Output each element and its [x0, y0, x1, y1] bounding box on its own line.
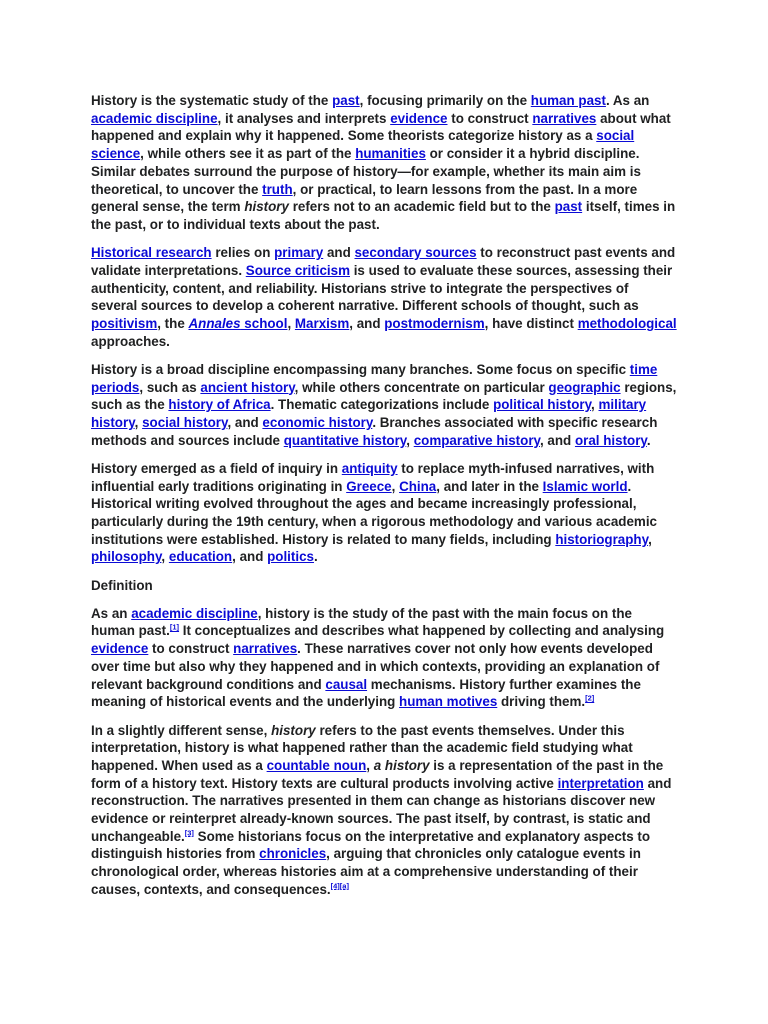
- citation-superscript: [331, 881, 349, 890]
- italic-text: history: [244, 199, 289, 215]
- text-run: Definition: [91, 577, 153, 593]
- citation-superscript: [170, 623, 179, 632]
- wiki-link[interactable]: Greece: [346, 478, 392, 494]
- text-run: and: [323, 245, 355, 261]
- text-run: driving them.: [497, 694, 586, 710]
- citation-superscript: [185, 828, 194, 837]
- paragraph: [91, 460, 677, 566]
- wiki-link[interactable]: evidence: [390, 110, 448, 126]
- italic-text: history: [271, 722, 316, 738]
- text-run: . Historical writing evolved throughout the ages and became increasingly professional, particularly during the 19th century, when a rigorous methodology and various academic institutions were established. History is related to many fields, including: [91, 478, 657, 547]
- text-run: refers not to an academic field but to the: [288, 199, 555, 215]
- text-run: itself, times in the past, or to individual texts about the past.: [91, 199, 676, 232]
- text-run: to construct: [447, 110, 533, 126]
- text-run: .: [646, 432, 651, 448]
- citation-superscript: [585, 694, 594, 703]
- wiki-link-italic[interactable]: Annales: [188, 315, 241, 331]
- text-run: ,: [134, 414, 143, 430]
- wiki-link[interactable]: human past: [530, 93, 606, 108]
- wiki-link[interactable]: chronicles: [259, 846, 327, 862]
- wiki-link[interactable]: oral history: [574, 432, 647, 448]
- text-run: . Branches associated with specific research methods and sources include: [91, 414, 658, 448]
- paragraph: [91, 722, 677, 899]
- text-run: and reconstruction. The narratives presented in them can change as historians discover new evidence or reinterpret already-known sources. The past itself, by contrast, is static and unchangeable.: [91, 775, 672, 844]
- text-run: Some historians focus on the interpretative and explanatory aspects to distinguish histories from: [91, 828, 651, 862]
- wiki-link[interactable]: primary: [274, 245, 324, 261]
- text-run: , while others see it as part of the: [140, 146, 356, 162]
- text-run: ,: [161, 549, 169, 565]
- wiki-link[interactable]: academic discipline: [91, 110, 218, 126]
- citation-link[interactable]: [3]: [184, 828, 194, 838]
- text-run: , or practical, to learn lessons from the past. In a more general sense, the term: [91, 181, 638, 215]
- wiki-link[interactable]: ancient history: [200, 379, 295, 395]
- wiki-link[interactable]: social science: [91, 128, 635, 162]
- wiki-link[interactable]: humanities: [355, 146, 426, 162]
- paragraph: [91, 361, 677, 450]
- text-run: History is a broad discipline encompassing many branches. Some focus on specific: [91, 361, 630, 377]
- text-run: , have distinct: [484, 315, 578, 331]
- wiki-link[interactable]: Marxism: [294, 315, 350, 331]
- wiki-link[interactable]: positivism: [91, 315, 158, 331]
- text-run: refers to the past events themselves. Under this interpretation, history is what happened rather than the academic field studying what happened. When used as a: [91, 722, 633, 773]
- text-run: In a slightly different sense,: [91, 722, 272, 738]
- text-run: , the: [157, 315, 189, 331]
- text-run: about what happened and explain why it happened. Some theorists categorize history as a: [91, 110, 671, 144]
- wiki-link[interactable]: China: [399, 478, 437, 494]
- wiki-link[interactable]: comparative history: [413, 432, 540, 448]
- wiki-link[interactable]: quantitative history: [283, 432, 407, 448]
- wiki-link[interactable]: historiography: [555, 531, 649, 547]
- text-run: It conceptualizes and describes what happened by collecting and analysing: [179, 623, 665, 639]
- wiki-link[interactable]: Islamic world: [542, 478, 628, 494]
- text-run: to construct: [148, 641, 234, 657]
- text-run: to replace myth-infused narratives, with influential early traditions originating in: [91, 460, 655, 494]
- text-run: , and: [349, 315, 385, 331]
- text-run: is a representation of the past in the form of a history text. History texts are cultural products involving active: [91, 757, 664, 791]
- wiki-link[interactable]: economic history: [262, 414, 373, 430]
- wiki-link[interactable]: past: [554, 199, 583, 215]
- text-run: , it analyses and interprets: [217, 110, 391, 126]
- wiki-link[interactable]: methodological: [577, 315, 677, 331]
- wiki-link[interactable]: school: [240, 315, 288, 331]
- wiki-link[interactable]: geographic: [548, 379, 621, 395]
- italic-text: a history: [373, 757, 430, 773]
- text-run: , arguing that chronicles only catalogue events in chronological order, whereas histories aim at a comprehensive understanding of their causes, contexts, and consequences.: [91, 846, 641, 897]
- text-run: , history is the study of the past with the main focus on the human past.: [91, 605, 632, 639]
- text-run: . As an: [605, 93, 650, 108]
- wiki-link[interactable]: causal: [325, 676, 368, 692]
- text-run: is used to evaluate these sources, assessing their authenticity, content, and reliability. Historians strive to integrate the perspectives of several sources to develop a coherent narrative. Different schools of thought, such as: [91, 262, 673, 314]
- text-run: or consider it a hybrid discipline. Similar debates surround the purpose of history—for example, whether its main aim is theoretical, to uncover the: [91, 146, 641, 197]
- wiki-link[interactable]: countable noun: [266, 757, 367, 773]
- text-run: . Thematic categorizations include: [270, 397, 494, 413]
- wiki-link[interactable]: Historical research: [91, 245, 212, 261]
- text-run: ,: [648, 531, 652, 547]
- text-run: to reconstruct past events and validate interpretations.: [91, 245, 676, 278]
- text-run: approaches.: [91, 333, 170, 349]
- citation-link[interactable]: [4][a]: [330, 881, 349, 891]
- text-run: , and: [539, 432, 575, 448]
- text-run: ,: [406, 432, 414, 448]
- wiki-link[interactable]: past: [332, 93, 360, 108]
- text-run: relies on: [211, 245, 275, 261]
- wiki-link[interactable]: social history: [142, 414, 228, 430]
- text-run: As an: [91, 605, 132, 621]
- wiki-link[interactable]: narratives: [532, 110, 597, 126]
- wiki-link[interactable]: secondary sources: [354, 245, 477, 261]
- text-run: History emerged as a field of inquiry in: [91, 460, 342, 476]
- wiki-link[interactable]: postmodernism: [384, 315, 485, 331]
- wiki-link[interactable]: evidence: [91, 641, 149, 657]
- text-run: History is the systematic study of the: [91, 93, 333, 108]
- text-run: .: [313, 549, 318, 565]
- wiki-link[interactable]: education: [168, 549, 233, 565]
- wiki-link[interactable]: academic discipline: [131, 605, 258, 621]
- text-run: . These narratives cover not only how events developed over time but also why they happened and in which contexts, providing an explanation of relevant background conditions and: [91, 641, 660, 692]
- wiki-link[interactable]: politics: [267, 549, 314, 565]
- paragraph: [91, 92, 677, 234]
- wiki-link[interactable]: antiquity: [341, 460, 398, 476]
- wiki-link[interactable]: truth: [262, 181, 293, 197]
- text-run: , such as: [139, 379, 201, 395]
- wiki-link[interactable]: political history: [493, 397, 592, 413]
- wiki-link[interactable]: history of Africa: [168, 397, 271, 413]
- text-run: , focusing primarily on the: [359, 93, 531, 108]
- text-run: ,: [391, 478, 400, 494]
- citation-link[interactable]: [2]: [585, 693, 595, 703]
- citation-link[interactable]: [1]: [169, 623, 180, 633]
- wiki-link[interactable]: time periods: [91, 361, 658, 395]
- wiki-link[interactable]: military history: [91, 397, 647, 430]
- paragraph: [91, 605, 677, 711]
- text-run: , and: [227, 414, 263, 430]
- wiki-link[interactable]: narratives: [233, 641, 298, 657]
- text-run: ,: [591, 397, 599, 413]
- text-run: , and: [232, 549, 268, 565]
- text-run: , and later in the: [436, 478, 543, 494]
- article-body: [91, 92, 677, 909]
- wiki-link[interactable]: Source criticism: [245, 262, 350, 278]
- paragraph: [91, 244, 677, 350]
- text-run: regions, such as the: [91, 379, 677, 413]
- section-heading: [91, 577, 677, 595]
- wiki-link[interactable]: philosophy: [91, 549, 162, 565]
- text-run: mechanisms. History further examines the meaning of historical events and the underlying: [91, 676, 641, 710]
- wiki-link[interactable]: interpretation: [557, 775, 644, 791]
- text-run: , while others concentrate on particular: [294, 379, 549, 395]
- text-run: ,: [287, 315, 295, 331]
- wiki-link[interactable]: human motives: [399, 694, 498, 710]
- text-run: ,: [366, 757, 374, 773]
